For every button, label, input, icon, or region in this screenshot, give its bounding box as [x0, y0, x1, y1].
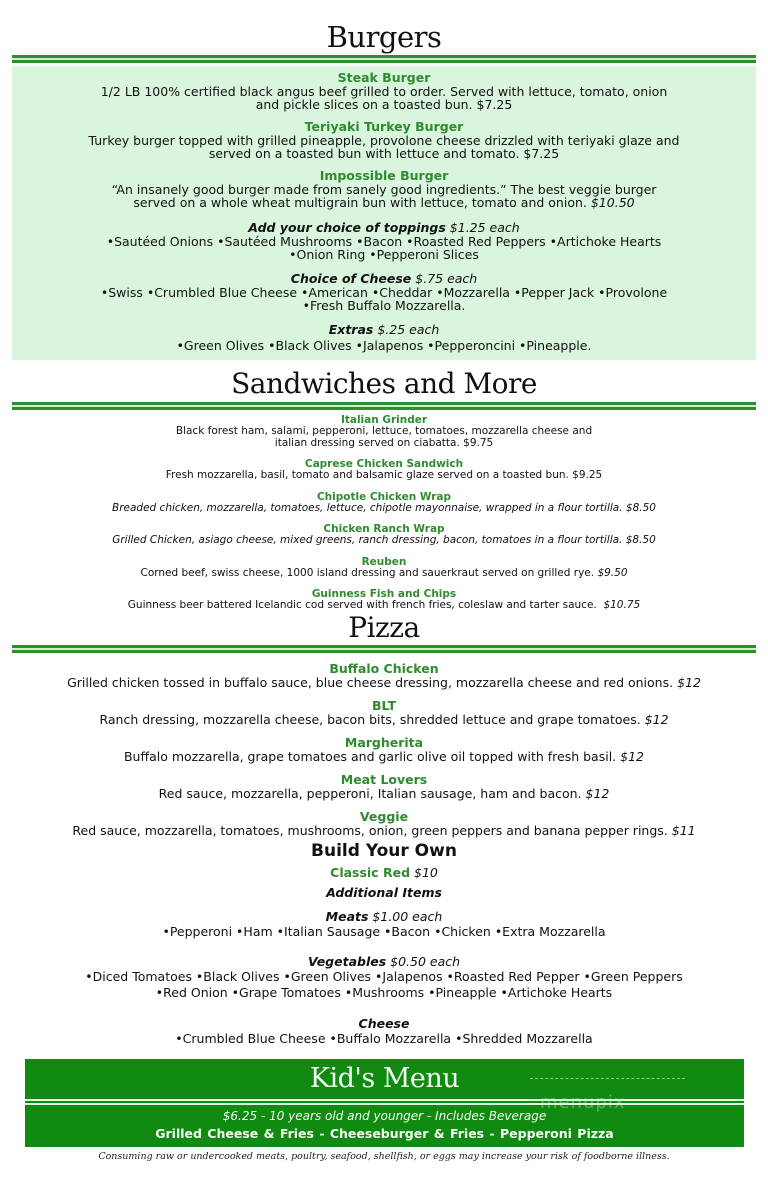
cheese-group: [0, 272, 768, 312]
option-list: •Red Onion •Grape Tomatoes •Mushrooms •Pineapple •Artichoke Hearts: [155, 985, 613, 1000]
burgers-list: [0, 71, 768, 361]
pizza-header: [0, 609, 768, 647]
menu-item: [0, 810, 768, 838]
desc-text: Guinness beer battered Icelandic cod served with french fries, coleslaw and tarter sauce.: [127, 599, 597, 611]
option-label: Extras: [328, 322, 374, 337]
item-description: “An insanely good burger made from sanely good ingredients.” The best veggie burger: [111, 182, 657, 197]
item-description: Turkey burger topped with grilled pineapple, provolone cheese drizzled with teriyaki glaze and: [88, 133, 680, 148]
item-name: Reuben: [361, 555, 407, 568]
item-name: Buffalo Chicken: [329, 661, 439, 676]
kids-menu-panel: [25, 1059, 744, 1147]
option-heading: [0, 955, 768, 969]
desc-text: Red sauce, mozzarella, tomatoes, mushrooms, onion, green peppers and banana pepper rings.: [72, 823, 668, 838]
item-price: $12: [620, 749, 644, 764]
sandwiches-header: [0, 365, 768, 403]
menu-item: [0, 169, 768, 209]
desc-text: Buffalo mozzarella, grape tomatoes and garlic olive oil topped with fresh basil.: [123, 749, 617, 764]
item-name: Chicken Ranch Wrap: [323, 523, 445, 535]
item-price: $12: [677, 675, 701, 690]
item-price: $11: [671, 823, 696, 838]
section-divider: [12, 55, 756, 63]
extras-group: [0, 323, 768, 352]
item-description: Black forest ham, salami, pepperoni, lettuce, tomatoes, mozzarella cheese and: [175, 425, 593, 437]
menu-item: [0, 71, 768, 111]
section-divider: [12, 402, 756, 410]
base-option: [0, 865, 768, 881]
item-description: [0, 824, 768, 838]
item-price: $10.50: [590, 195, 635, 210]
option-heading: [0, 910, 768, 924]
menu-item: [0, 556, 768, 580]
item-description: served on a toasted bun with lettuce and tomato. $7.25: [208, 146, 560, 161]
pizza-list: [0, 662, 768, 1047]
option-price: $0.50 each: [390, 954, 461, 969]
option-price: $1.25 each: [449, 220, 520, 235]
option-label: Vegetables: [307, 954, 387, 969]
meats-group: [0, 910, 768, 940]
item-description: [0, 750, 768, 764]
item-description: [0, 196, 768, 209]
foodborne-disclaimer: Consuming raw or undercooked meats, poultry, seafood, shellfish, or eggs may increase your risk of foodborne illness.: [98, 1151, 670, 1162]
menu-item: [0, 414, 768, 449]
item-name: Margherita: [344, 735, 424, 750]
base-price: $10: [414, 865, 438, 880]
desc-text: Ranch dressing, mozzarella cheese, bacon bits, shredded lettuce and grape tomatoes.: [99, 712, 641, 727]
item-name: BLT: [372, 698, 396, 713]
menu-item: [0, 458, 768, 482]
item-description: and pickle slices on a toasted bun. $7.25: [255, 97, 513, 112]
section-title: Pizza: [348, 611, 420, 644]
menu-item: [0, 120, 768, 160]
menu-item: [0, 588, 768, 612]
additional-items-label: Additional Items: [326, 885, 442, 900]
option-price: $1.00 each: [372, 909, 443, 924]
option-list: •Sautéed Onions •Sautéed Mushrooms •Bacon •Roasted Red Peppers •Artichoke Hearts: [106, 234, 662, 249]
option-heading: [0, 323, 768, 337]
desc-text: Red sauce, mozzarella, pepperoni, Italian sausage, ham and bacon.: [158, 786, 582, 801]
desc-text: Corned beef, swiss cheese, 1000 island dressing and sauerkraut served on grilled rye.: [140, 566, 595, 579]
item-price: $12: [585, 786, 610, 801]
item-description: 1/2 LB 100% certified black angus beef grilled to order. Served with lettuce, tomato, onion: [100, 84, 668, 99]
option-list: •Green Olives •Black Olives •Jalapenos •Pepperoncini •Pineapple.: [176, 338, 592, 353]
item-description: [0, 787, 768, 801]
desc-text: served on a whole wheat multigrain bun with lettuce, tomato and onion.: [133, 195, 587, 210]
item-name: Chipotle Chicken Wrap: [316, 490, 452, 503]
option-price: $.75 each: [415, 271, 478, 286]
menu-item: [0, 736, 768, 764]
item-name: Impossible Burger: [319, 168, 449, 183]
item-name: Steak Burger: [337, 70, 431, 85]
item-description: Breaded chicken, mozzarella, tomatoes, lettuce, chipotle mayonnaise, wrapped in a flour tortilla. $8.50: [112, 501, 656, 514]
option-label: Choice of Cheese: [290, 271, 412, 286]
section-title: Burgers: [326, 20, 442, 54]
desc-text: Grilled chicken tossed in buffalo sauce, blue cheese dressing, mozzarella cheese and red onions.: [67, 675, 674, 690]
kids-menu-title: Kid's Menu: [309, 1063, 460, 1094]
item-name: Caprese Chicken Sandwich: [304, 458, 464, 470]
section-divider: [12, 645, 756, 653]
item-price: $12: [644, 712, 669, 727]
build-your-own: [0, 840, 768, 1047]
watermark-text: menupix: [540, 1092, 626, 1113]
item-description: Fresh mozzarella, basil, tomato and balsamic glaze served on a toasted bun. $9.25: [165, 469, 603, 481]
kids-menu-items: Grilled Cheese & Fries - Cheeseburger & Fries - Pepperoni Pizza: [155, 1126, 614, 1141]
item-name: Italian Grinder: [340, 414, 428, 426]
item-description: [0, 676, 768, 690]
option-list: •Swiss •Crumbled Blue Cheese •American •Cheddar •Mozzarella •Pepper Jack •Provolone: [100, 285, 668, 300]
vegetables-group: [0, 955, 768, 1001]
item-name: Veggie: [359, 809, 409, 824]
menu-item: [0, 662, 768, 690]
item-price: $10.75: [603, 599, 641, 611]
base-name: Classic Red: [330, 865, 411, 880]
option-heading: Cheese: [358, 1016, 410, 1031]
option-list: •Diced Tomatoes •Black Olives •Green Olives •Jalapenos •Roasted Red Pepper •Green Peppers: [85, 969, 683, 984]
option-list: •Fresh Buffalo Mozzarella.: [302, 298, 466, 313]
sandwiches-list: [0, 414, 768, 621]
option-heading: [0, 221, 768, 235]
item-description: [0, 568, 768, 580]
option-price: $.25 each: [377, 322, 440, 337]
kids-menu-subtitle: $6.25 - 10 years old and younger - Includes Beverage: [222, 1109, 547, 1123]
item-description: Grilled Chicken, asiago cheese, mixed greens, ranch dressing, bacon, tomatoes in a flour tortilla. $8.50: [112, 534, 656, 546]
cheese-group: [0, 1017, 768, 1047]
option-label: Add your choice of toppings: [248, 220, 446, 235]
option-label: Meats: [325, 909, 369, 924]
menu-item: [0, 523, 768, 547]
kids-divider: [25, 1099, 744, 1105]
menu-item: [0, 699, 768, 727]
option-list: •Crumbled Blue Cheese •Buffalo Mozzarella •Shredded Mozzarella: [175, 1031, 593, 1046]
item-description: [0, 713, 768, 727]
toppings-group: [0, 221, 768, 261]
option-heading: [0, 272, 768, 286]
item-name: Meat Lovers: [340, 772, 428, 787]
item-name: Guinness Fish and Chips: [311, 588, 457, 600]
item-description: italian dressing served on ciabatta. $9.75: [274, 436, 494, 449]
option-list: •Pepperoni •Ham •Italian Sausage •Bacon •Chicken •Extra Mozzarella: [162, 924, 606, 939]
menu-item: [0, 773, 768, 801]
menu-item: [0, 491, 768, 515]
item-name: Teriyaki Turkey Burger: [304, 119, 464, 134]
burgers-header: [0, 18, 768, 56]
section-title: Sandwiches and More: [231, 367, 537, 400]
item-price: $9.50: [597, 566, 628, 579]
build-your-own-title: Build Your Own: [311, 841, 457, 861]
option-list: •Onion Ring •Pepperoni Slices: [289, 247, 479, 262]
